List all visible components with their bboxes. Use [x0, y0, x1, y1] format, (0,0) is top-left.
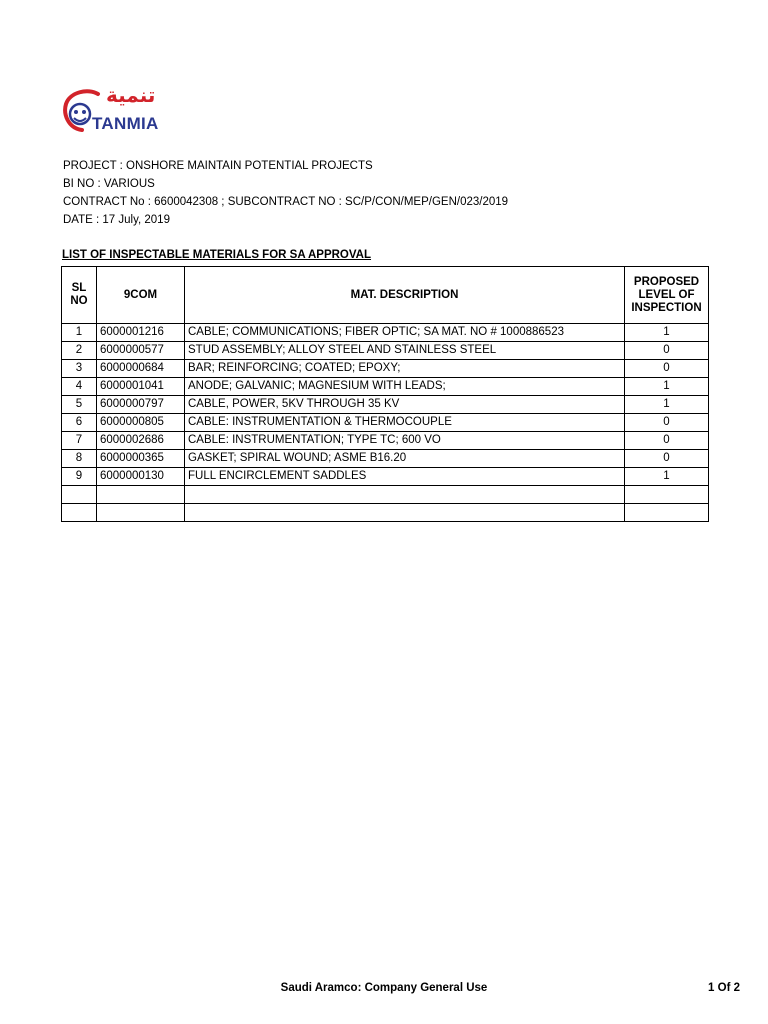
table-row	[62, 468, 709, 486]
cell-description: CABLE; COMMUNICATIONS; FIBER OPTIC; SA MAT. NO # 1000886523	[185, 324, 625, 342]
cell-sl	[62, 504, 97, 522]
cell-code: 6000002686	[97, 432, 185, 450]
table-row	[62, 360, 709, 378]
cell-description: ANODE; GALVANIC; MAGNESIUM WITH LEADS;	[185, 378, 625, 396]
cell-description: FULL ENCIRCLEMENT SADDLES	[185, 468, 625, 486]
table-header-row	[62, 267, 709, 324]
cell-sl: 8	[62, 450, 97, 468]
cell-code: 6000000365	[97, 450, 185, 468]
cell-level	[625, 504, 709, 522]
cell-level: 0	[625, 432, 709, 450]
cell-description: CABLE: INSTRUMENTATION; TYPE TC; 600 VO	[185, 432, 625, 450]
table-row	[62, 378, 709, 396]
cell-description: BAR; REINFORCING; COATED; EPOXY;	[185, 360, 625, 378]
date-line: DATE : 17 July, 2019	[63, 214, 170, 226]
cell-code: 6000000805	[97, 414, 185, 432]
table-row	[62, 324, 709, 342]
table-row	[62, 342, 709, 360]
materials-table	[61, 266, 709, 522]
cell-sl: 4	[62, 378, 97, 396]
bi-no-line: BI NO : VARIOUS	[63, 178, 155, 190]
cell-sl: 6	[62, 414, 97, 432]
cell-sl: 5	[62, 396, 97, 414]
cell-code	[97, 486, 185, 504]
cell-description	[185, 486, 625, 504]
cell-code: 6000000130	[97, 468, 185, 486]
cell-code: 6000001041	[97, 378, 185, 396]
cell-level: 1	[625, 378, 709, 396]
table-row	[62, 432, 709, 450]
cell-level	[625, 486, 709, 504]
header-proposed-level: PROPOSED LEVEL OF INSPECTION	[625, 267, 709, 324]
cell-sl: 2	[62, 342, 97, 360]
table-row-empty	[62, 504, 709, 522]
cell-code: 6000000577	[97, 342, 185, 360]
cell-level: 1	[625, 396, 709, 414]
logo-latin-text: TANMIA	[92, 114, 159, 133]
cell-description: GASKET; SPIRAL WOUND; ASME B16.20	[185, 450, 625, 468]
cell-code: 6000001216	[97, 324, 185, 342]
table-row	[62, 396, 709, 414]
table-row-empty	[62, 486, 709, 504]
cell-level: 1	[625, 468, 709, 486]
contract-line: CONTRACT No : 6600042308 ; SUBCONTRACT NO : SC/P/CON/MEP/GEN/023/2019	[63, 196, 509, 208]
footer-page-number: 1 Of 2	[708, 982, 740, 994]
header-sl-no: SL NO	[62, 267, 97, 324]
project-line: PROJECT : ONSHORE MAINTAIN POTENTIAL PROJECTS	[63, 160, 373, 172]
cell-level: 0	[625, 360, 709, 378]
section-title: LIST OF INSPECTABLE MATERIALS FOR SA APPROVAL	[62, 249, 372, 261]
header-9com: 9COM	[97, 267, 185, 324]
cell-sl: 3	[62, 360, 97, 378]
cell-sl	[62, 486, 97, 504]
cell-description: STUD ASSEMBLY; ALLOY STEEL AND STAINLESS STEEL	[185, 342, 625, 360]
tanmia-logo	[62, 84, 192, 140]
header-mat-description: MAT. DESCRIPTION	[185, 267, 625, 324]
cell-level: 1	[625, 324, 709, 342]
cell-sl: 9	[62, 468, 97, 486]
cell-description: CABLE, POWER, 5KV THROUGH 35 KV	[185, 396, 625, 414]
cell-level: 0	[625, 342, 709, 360]
table-row	[62, 450, 709, 468]
cell-level: 0	[625, 450, 709, 468]
cell-code: 6000000684	[97, 360, 185, 378]
cell-level: 0	[625, 414, 709, 432]
cell-code: 6000000797	[97, 396, 185, 414]
cell-sl: 1	[62, 324, 97, 342]
cell-description	[185, 504, 625, 522]
document-header	[63, 157, 508, 229]
table-row	[62, 414, 709, 432]
cell-description: CABLE: INSTRUMENTATION & THERMOCOUPLE	[185, 414, 625, 432]
cell-code	[97, 504, 185, 522]
footer-classification: Saudi Aramco: Company General Use	[280, 982, 488, 994]
logo-arabic-text: تنمية	[106, 83, 156, 107]
cell-sl: 7	[62, 432, 97, 450]
